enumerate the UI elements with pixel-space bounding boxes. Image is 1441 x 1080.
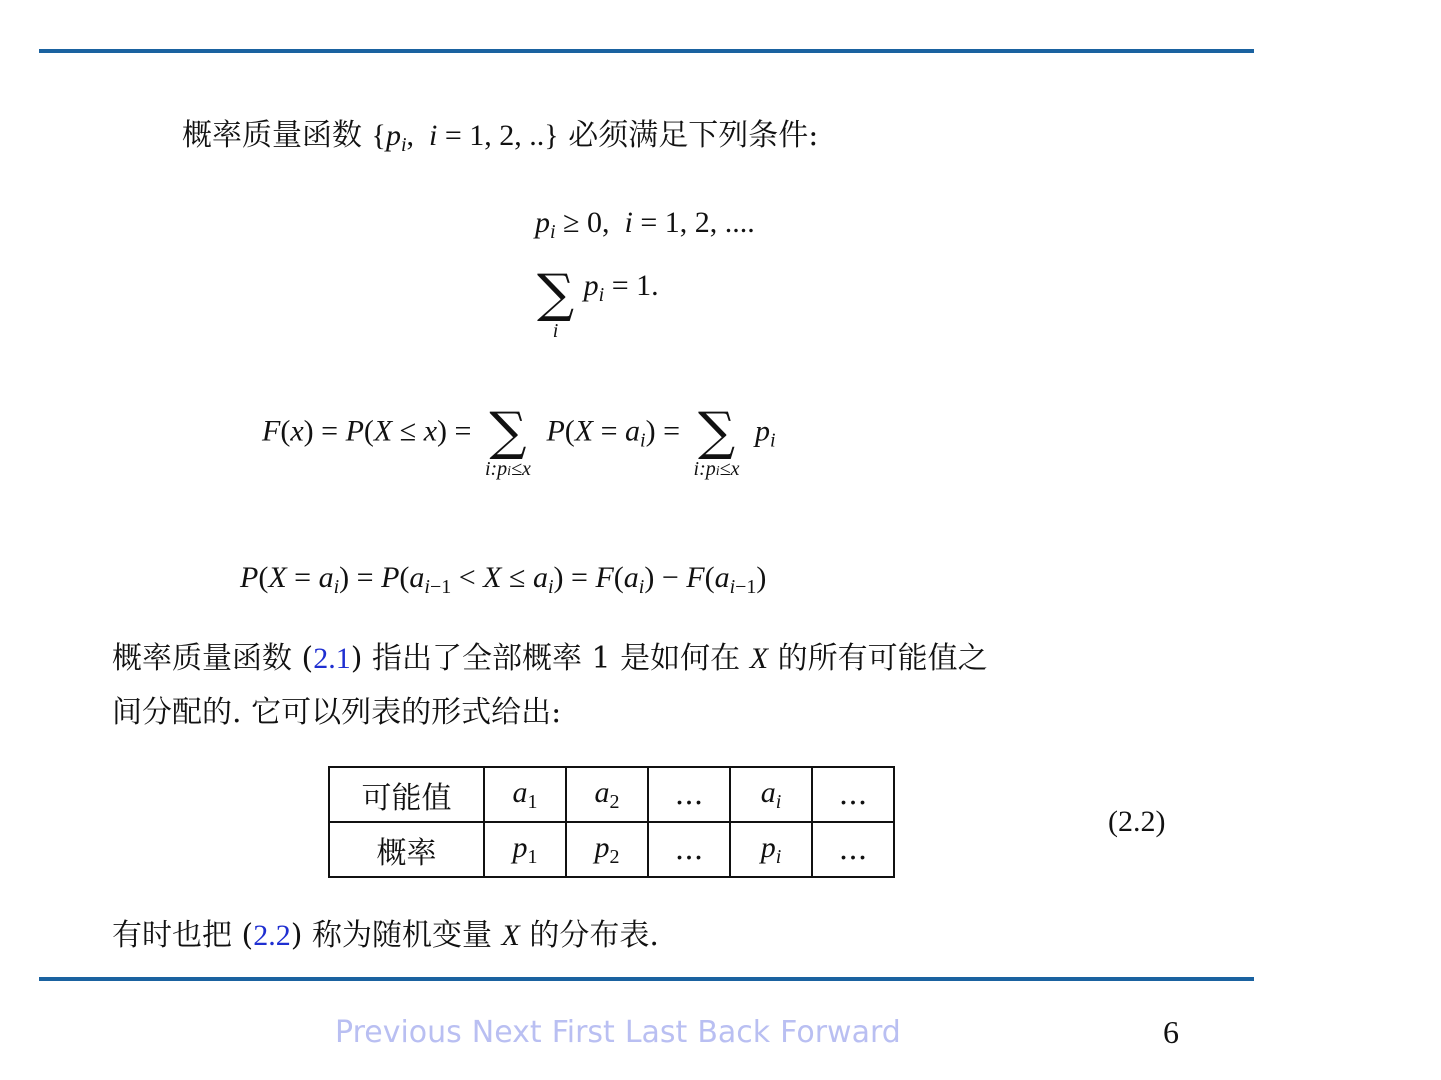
table-row: 可能值 $a_1$ $a_2$ ... $a_i$ ...	[329, 767, 894, 822]
nav-previous[interactable]: Previous	[335, 1015, 462, 1050]
intro-line	[182, 118, 818, 163]
condition-nonneg: $p_i \ge 0$, i = 1, 2, ....	[535, 206, 755, 243]
page-number: 6	[1163, 1014, 1179, 1050]
eq-ref-2-1[interactable]: 2.1	[313, 642, 351, 675]
table-row: 概率 $p_1$ $p_2$ ... $p_i$ ...	[329, 822, 894, 877]
row-label-values: 可能值	[329, 767, 484, 822]
nav-next[interactable]: Next	[471, 1015, 542, 1050]
equation-number: (2.2)	[1108, 805, 1166, 838]
distribution-table	[328, 766, 895, 878]
intro-set: {$p_i$, i = 1, 2, ..}	[371, 119, 559, 156]
top-rule	[39, 49, 1254, 53]
pmf-difference-formula: $P(X = a_i) = P(a_{i-1} < X \le a_i) = F(a_i) - F(a_{i-1})$	[240, 561, 767, 598]
paragraph-2: 有时也把 (2.2) 称为随机变量 X 的分布表.	[112, 918, 659, 953]
cdf-formula: F(x) = P(X ≤ x) = ∑ i:pi≤x $P(X = a_i)$ = ∑ i:pi≤x $p_i$	[262, 402, 776, 480]
bottom-rule	[39, 977, 1254, 981]
paragraph-1-line-1: 概率质量函数 (2.1) 指出了全部概率 1 是如何在 X 的所有可能值之	[112, 641, 988, 676]
nav-first[interactable]: First	[551, 1015, 615, 1050]
nav-last[interactable]: Last	[624, 1015, 688, 1050]
paragraph-1-line-2: 间分配的. 它可以列表的形式给出:	[112, 695, 562, 730]
nav-back[interactable]: Back	[697, 1015, 771, 1050]
intro-text2: 必须满足下列条件:	[568, 118, 819, 153]
intro-text: 概率质量函数	[182, 118, 362, 153]
condition-sum: ∑ i $p^i = 1$.	[537, 264, 659, 342]
eq-ref-2-2[interactable]: 2.2	[253, 919, 291, 952]
nav-forward[interactable]: Forward	[780, 1015, 901, 1050]
slide-navigation	[335, 1015, 901, 1050]
row-label-probability: 概率	[329, 822, 484, 877]
